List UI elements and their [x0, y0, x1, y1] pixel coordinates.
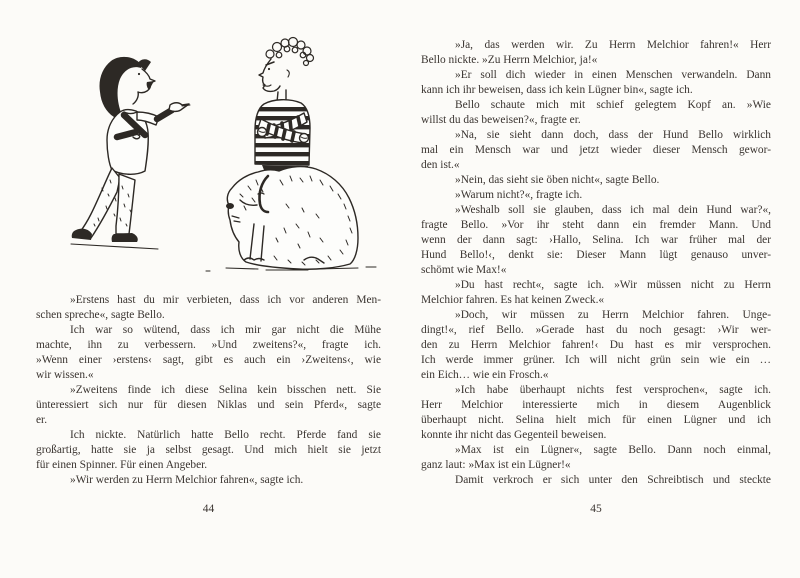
text-line: für einen Spinner. Für einen Angeber. [36, 459, 208, 471]
text-line: »Warum nicht?«, fragte ich. [455, 189, 583, 201]
text-line: Ich nickte. Natürlich hatte Bello recht. Pferde fand sie [70, 429, 381, 441]
text-line: willst du das beweisen?«, fragte er. [421, 114, 581, 126]
text-line: »Er soll dich wieder in einen Menschen verwandeln. Dann [455, 69, 771, 81]
illustration-dog [206, 167, 376, 271]
paragraph [36, 473, 381, 488]
text-line: »Erstens hast du mir verbieten, dass ich vor anderen Men- [70, 294, 381, 306]
text-line: »Wenn einer ›erstens‹ sagt, gibt es auch ein ›Zweitens‹, wie [36, 354, 381, 366]
text-line: Ich war so wütend, dass ich mir gar nicht die Mühe [70, 324, 381, 336]
text-line: Ich werde immer grüner. Ich will nicht grün sein wie ein … [421, 354, 771, 366]
text-line: Melchior fahren. Es hat keinen Zweck.« [421, 294, 605, 306]
text-line: Damit verkroch er sich unter den Schreibtisch und steckte [455, 474, 771, 486]
left-page-text [36, 293, 381, 488]
text-line: wenn der dann sagt: ›Hallo, Selina. Ich war früher mal der [421, 234, 771, 246]
page-number-right: 45 [590, 503, 602, 515]
text-line: Bello nickte. »Zu Herrn Melchior, ja!« [421, 54, 598, 66]
text-line: Herr Melchior interessierte mich in diesem Augenblick [421, 399, 771, 411]
text-line: ünteressiert sich nur für diesen Niklas und sein Pferd«, sagte [36, 399, 381, 411]
paragraph [421, 203, 771, 278]
paragraph [421, 38, 771, 68]
text-line: Hund Bello!‹, denkt sie: Dieser Mann lügt genauso unver- [421, 249, 771, 261]
text-line: überhaupt nicht. Selina hielt mich für einen Lügner und ich [421, 414, 771, 426]
paragraph [421, 98, 771, 128]
text-line: schen spreche«, sagte Bello. [36, 309, 165, 321]
page-number-left: 44 [202, 503, 215, 515]
text-line: »Nein, das sieht sie öben nicht«, sagte Bello. [455, 174, 660, 186]
text-line: schömt wie Max!« [421, 264, 507, 276]
paragraph [421, 68, 771, 98]
paragraph [36, 323, 381, 383]
text-line: er. [36, 414, 48, 426]
paragraph [421, 188, 771, 203]
book-illustration [58, 28, 390, 276]
text-line: wir wissen.« [36, 369, 94, 381]
text-line: dingt!«, rief Bello. »Gerade hast du noch gesagt: ›Wir wer- [421, 324, 771, 336]
paragraph [421, 278, 771, 308]
text-line: »Du hast recht«, sagte ich. »Wir müssen nicht zu Herrn [455, 279, 771, 291]
text-line: mal ein Mensch war und jetzt wieder dieser Mensch gewor- [421, 144, 771, 156]
text-line: »Na, sie sieht dann doch, dass der Hund Bello wirklich [455, 129, 771, 141]
right-page-text [421, 38, 771, 488]
text-line: den ist.« [421, 159, 460, 171]
text-line: kann ich ihr beweisen, dass ich kein Lügner bin«, sagte ich. [421, 84, 693, 96]
text-line: »Zweitens finde ich diese Selina kein bisschen nett. Sie [70, 384, 381, 396]
text-line: ganz laut: »Max ist ein Lügner!« [421, 459, 571, 471]
text-line: großartig, hatte sie ja selbst gesagt. Und mich hielt sie jetzt [36, 444, 381, 456]
text-line: »Wir werden zu Herrn Melchior fahren«, sagte ich. [70, 474, 304, 486]
paragraph [36, 293, 381, 323]
paragraph [421, 128, 771, 173]
text-line: »Ich habe überhaupt nichts fest versprochen«, sagte ich. [455, 384, 771, 396]
text-line: »Max ist ein Lügner«, sagte Bello. Dann noch einmal, [455, 444, 771, 456]
paragraph [421, 173, 771, 188]
text-line: »Ja, das werden wir. Zu Herrn Melchior fahren!« Herr [455, 39, 771, 51]
text-line: Bello schaute mich mit schief gelegtem Kopf an. »Wie [455, 99, 771, 111]
paragraph [421, 473, 771, 488]
paragraph [36, 383, 381, 428]
text-line: »Weshalb soll sie glauben, dass ich mal dein Hund war?«, [455, 204, 771, 216]
illustration-girl [71, 57, 190, 249]
text-line: machte, ihn zu verbessern. »Und zweitens?«, fragte ich. [36, 339, 381, 351]
paragraph [421, 383, 771, 443]
text-line: fragte Bello. »Vor ihr steht dann ein fremder Mann. Und [421, 219, 771, 231]
paragraph [421, 443, 771, 473]
text-line: ein Eich… wie ein Frosch.« [421, 369, 549, 381]
text-line: konnte ihr nicht das Gegenteil beweisen. [421, 429, 607, 441]
text-line: den zu Herrn Melchior fahren!‹ Du hast es mir versprochen. [421, 339, 771, 351]
text-line: »Doch, wir müssen zu Herrn Melchior fahren. Unge- [455, 309, 771, 321]
paragraph [421, 308, 771, 383]
paragraph [36, 428, 381, 473]
